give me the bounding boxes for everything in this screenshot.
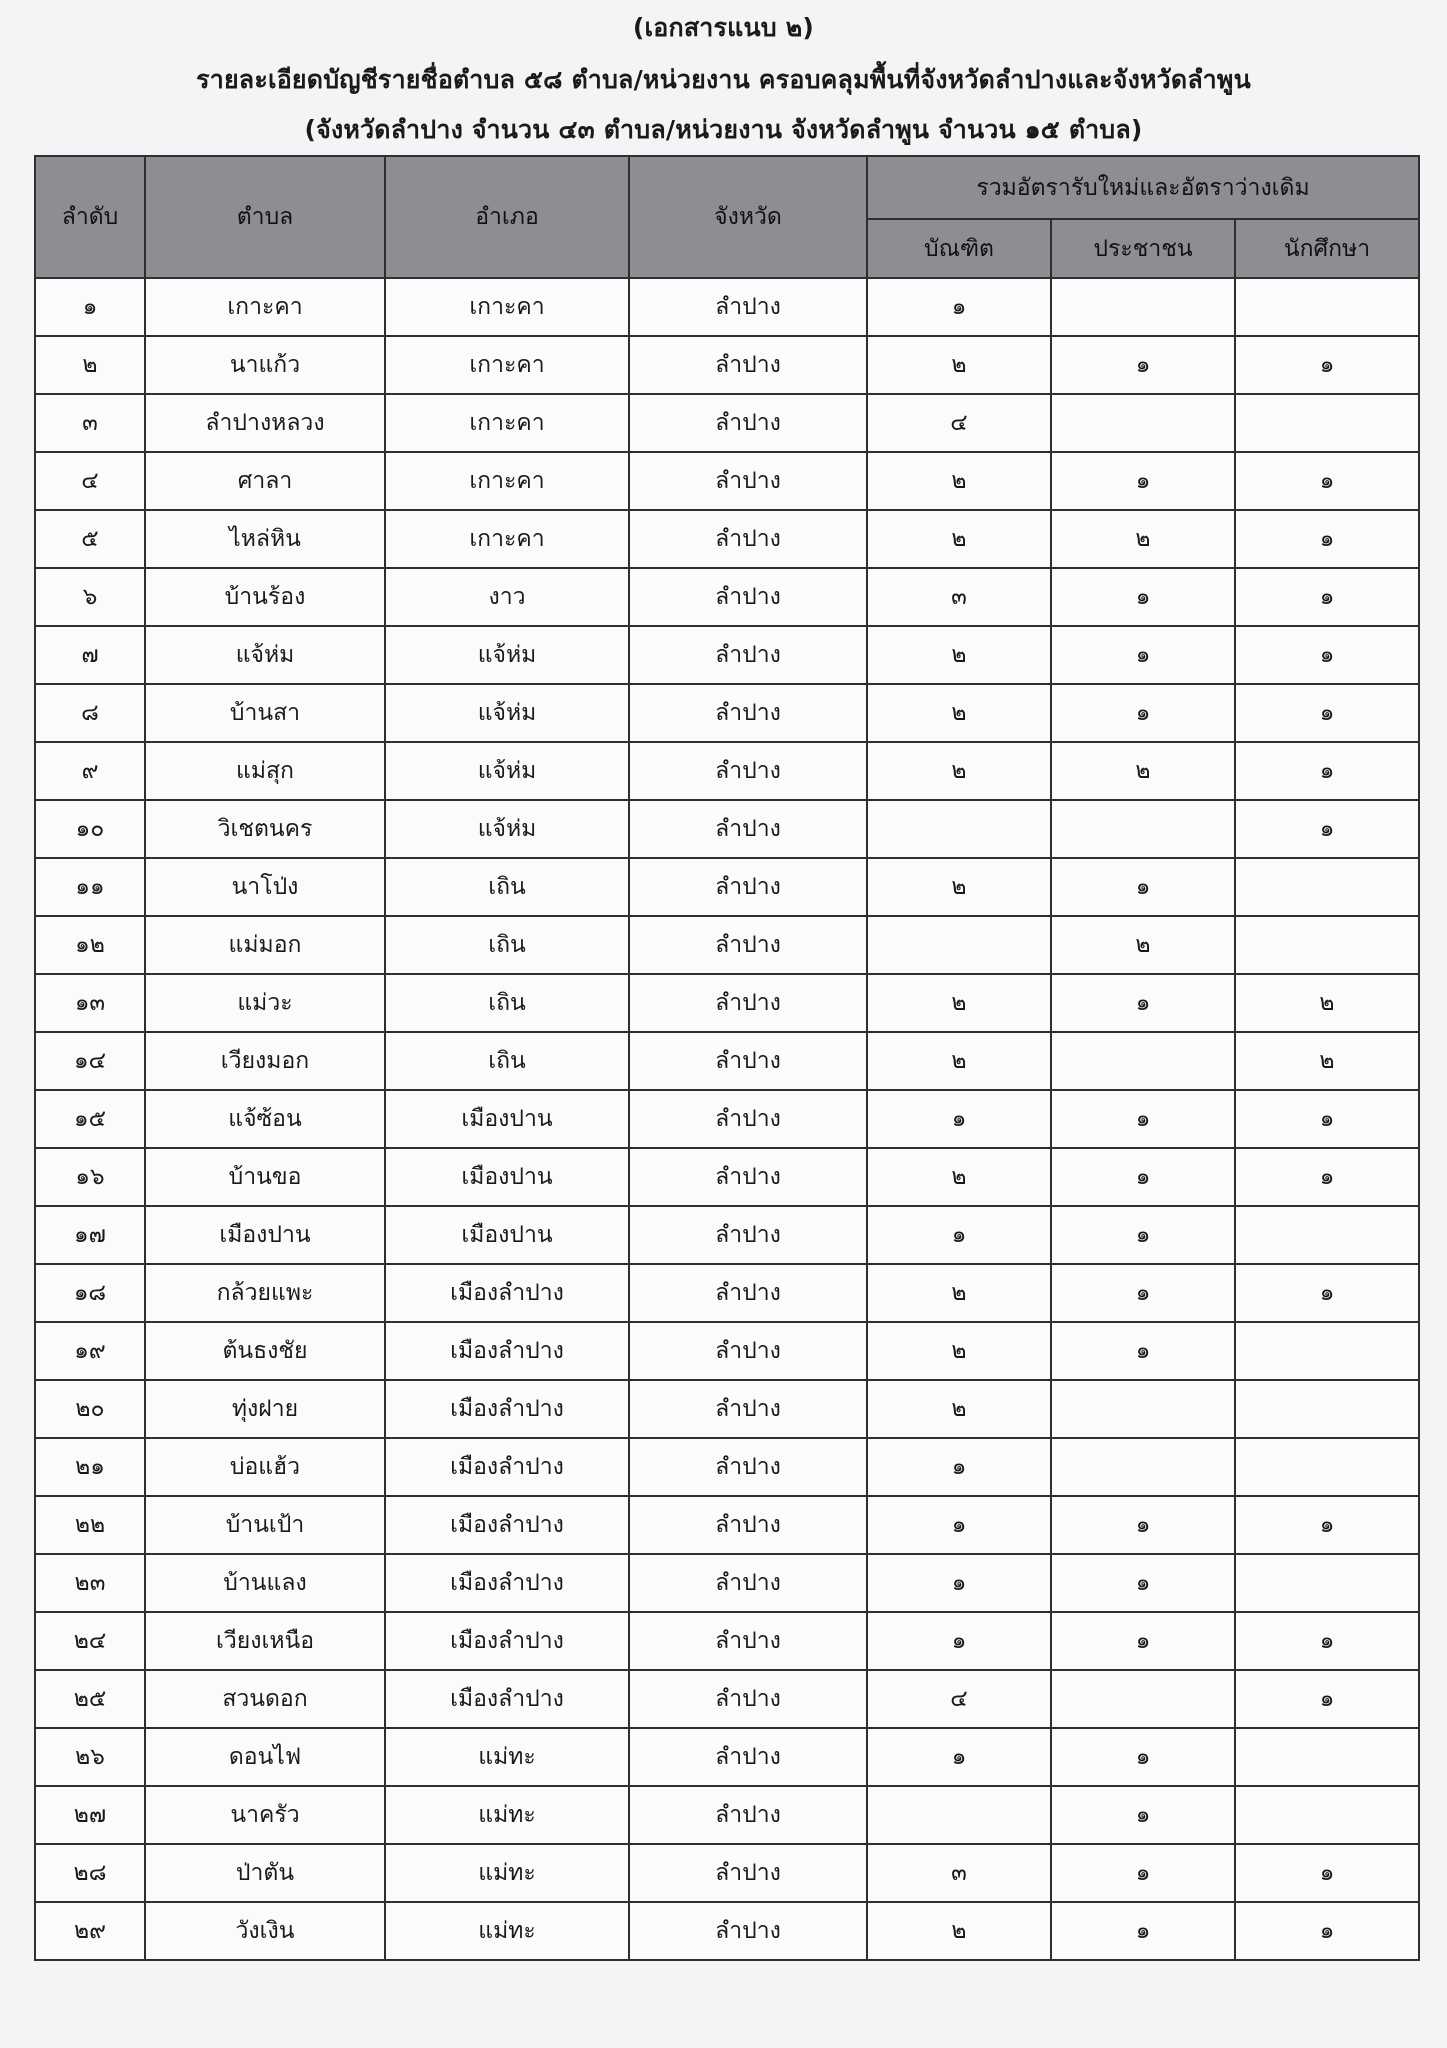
cell-subdistrict: เวียงมอก bbox=[145, 1032, 385, 1090]
cell-subdistrict: เมืองปาน bbox=[145, 1206, 385, 1264]
cell-student bbox=[1235, 1786, 1419, 1844]
cell-student bbox=[1235, 1206, 1419, 1264]
table-row bbox=[35, 278, 1419, 336]
cell-citizen bbox=[1051, 1438, 1235, 1496]
cell-citizen: ๑ bbox=[1051, 1264, 1235, 1322]
cell-graduate: ๑ bbox=[867, 1728, 1051, 1786]
cell-student: ๑ bbox=[1235, 568, 1419, 626]
cell-district: แม่ทะ bbox=[385, 1844, 629, 1902]
cell-order: ๑๓ bbox=[35, 974, 145, 1032]
cell-citizen bbox=[1051, 278, 1235, 336]
cell-district: แม่ทะ bbox=[385, 1902, 629, 1960]
table-row bbox=[35, 1902, 1419, 1960]
table-row bbox=[35, 1380, 1419, 1438]
cell-order: ๒๖ bbox=[35, 1728, 145, 1786]
cell-student: ๑ bbox=[1235, 1148, 1419, 1206]
cell-district: แม่ทะ bbox=[385, 1786, 629, 1844]
header-district: อำเภอ bbox=[385, 156, 629, 278]
cell-student bbox=[1235, 916, 1419, 974]
cell-student: ๑ bbox=[1235, 742, 1419, 800]
cell-district: เถิน bbox=[385, 974, 629, 1032]
cell-subdistrict: บ่อแฮ้ว bbox=[145, 1438, 385, 1496]
table-row bbox=[35, 1670, 1419, 1728]
cell-province: ลำปาง bbox=[629, 742, 867, 800]
table-row bbox=[35, 1322, 1419, 1380]
cell-province: ลำปาง bbox=[629, 1670, 867, 1728]
cell-province: ลำปาง bbox=[629, 1728, 867, 1786]
table-row bbox=[35, 1554, 1419, 1612]
cell-subdistrict: บ้านเป้า bbox=[145, 1496, 385, 1554]
header-subdistrict: ตำบล bbox=[145, 156, 385, 278]
cell-citizen: ๑ bbox=[1051, 1206, 1235, 1264]
cell-subdistrict: บ้านร้อง bbox=[145, 568, 385, 626]
cell-subdistrict: วังเงิน bbox=[145, 1902, 385, 1960]
cell-province: ลำปาง bbox=[629, 858, 867, 916]
cell-citizen bbox=[1051, 1032, 1235, 1090]
cell-graduate: ๓ bbox=[867, 568, 1051, 626]
cell-district: เมืองลำปาง bbox=[385, 1438, 629, 1496]
table-row bbox=[35, 1612, 1419, 1670]
cell-citizen: ๑ bbox=[1051, 1728, 1235, 1786]
cell-district: เถิน bbox=[385, 916, 629, 974]
cell-order: ๒ bbox=[35, 336, 145, 394]
cell-student bbox=[1235, 1380, 1419, 1438]
cell-graduate bbox=[867, 800, 1051, 858]
cell-district: เกาะคา bbox=[385, 452, 629, 510]
cell-order: ๒๘ bbox=[35, 1844, 145, 1902]
cell-subdistrict: ลำปางหลวง bbox=[145, 394, 385, 452]
table-row bbox=[35, 800, 1419, 858]
cell-order: ๑ bbox=[35, 278, 145, 336]
cell-graduate: ๒ bbox=[867, 336, 1051, 394]
cell-order: ๒๓ bbox=[35, 1554, 145, 1612]
cell-district: เมืองปาน bbox=[385, 1148, 629, 1206]
cell-citizen: ๑ bbox=[1051, 1148, 1235, 1206]
cell-graduate: ๑ bbox=[867, 1554, 1051, 1612]
table-row bbox=[35, 1438, 1419, 1496]
cell-graduate: ๑ bbox=[867, 1496, 1051, 1554]
cell-graduate bbox=[867, 1786, 1051, 1844]
cell-district: เกาะคา bbox=[385, 278, 629, 336]
cell-graduate: ๑ bbox=[867, 1438, 1051, 1496]
table-row bbox=[35, 394, 1419, 452]
cell-citizen bbox=[1051, 800, 1235, 858]
cell-graduate: ๒ bbox=[867, 684, 1051, 742]
cell-province: ลำปาง bbox=[629, 1844, 867, 1902]
cell-graduate: ๒ bbox=[867, 510, 1051, 568]
cell-order: ๑๙ bbox=[35, 1322, 145, 1380]
cell-district: เมืองลำปาง bbox=[385, 1670, 629, 1728]
cell-subdistrict: ดอนไฟ bbox=[145, 1728, 385, 1786]
table-row bbox=[35, 684, 1419, 742]
table-row bbox=[35, 452, 1419, 510]
cell-district: เมืองลำปาง bbox=[385, 1322, 629, 1380]
cell-student: ๑ bbox=[1235, 1612, 1419, 1670]
cell-province: ลำปาง bbox=[629, 336, 867, 394]
cell-student bbox=[1235, 1554, 1419, 1612]
cell-order: ๑๒ bbox=[35, 916, 145, 974]
cell-student: ๑ bbox=[1235, 800, 1419, 858]
cell-subdistrict: วิเชตนคร bbox=[145, 800, 385, 858]
cell-citizen: ๑ bbox=[1051, 568, 1235, 626]
table-body bbox=[35, 278, 1419, 1960]
cell-province: ลำปาง bbox=[629, 1612, 867, 1670]
cell-student: ๑ bbox=[1235, 1264, 1419, 1322]
cell-graduate: ๑ bbox=[867, 1206, 1051, 1264]
cell-student: ๑ bbox=[1235, 1902, 1419, 1960]
cell-graduate: ๒ bbox=[867, 858, 1051, 916]
cell-province: ลำปาง bbox=[629, 1438, 867, 1496]
cell-district: งาว bbox=[385, 568, 629, 626]
cell-district: เมืองลำปาง bbox=[385, 1380, 629, 1438]
cell-order: ๖ bbox=[35, 568, 145, 626]
cell-graduate: ๑ bbox=[867, 1612, 1051, 1670]
header-citizen: ประชาชน bbox=[1051, 219, 1235, 278]
cell-citizen: ๑ bbox=[1051, 1786, 1235, 1844]
cell-graduate: ๒ bbox=[867, 1322, 1051, 1380]
cell-district: แจ้ห่ม bbox=[385, 684, 629, 742]
header-order: ลำดับ bbox=[35, 156, 145, 278]
cell-province: ลำปาง bbox=[629, 916, 867, 974]
cell-citizen: ๑ bbox=[1051, 336, 1235, 394]
cell-graduate: ๑ bbox=[867, 278, 1051, 336]
cell-subdistrict: กล้วยแพะ bbox=[145, 1264, 385, 1322]
table-row bbox=[35, 974, 1419, 1032]
cell-citizen: ๑ bbox=[1051, 974, 1235, 1032]
cell-subdistrict: นาโป่ง bbox=[145, 858, 385, 916]
cell-citizen: ๑ bbox=[1051, 1322, 1235, 1380]
cell-graduate bbox=[867, 916, 1051, 974]
cell-student: ๒ bbox=[1235, 1032, 1419, 1090]
cell-student bbox=[1235, 1322, 1419, 1380]
cell-order: ๑๗ bbox=[35, 1206, 145, 1264]
cell-subdistrict: แม่วะ bbox=[145, 974, 385, 1032]
cell-district: เกาะคา bbox=[385, 394, 629, 452]
cell-graduate: ๒ bbox=[867, 974, 1051, 1032]
cell-citizen bbox=[1051, 1670, 1235, 1728]
cell-citizen: ๑ bbox=[1051, 1090, 1235, 1148]
table-row bbox=[35, 858, 1419, 916]
cell-province: ลำปาง bbox=[629, 394, 867, 452]
cell-order: ๑๕ bbox=[35, 1090, 145, 1148]
cell-student bbox=[1235, 1728, 1419, 1786]
cell-province: ลำปาง bbox=[629, 1554, 867, 1612]
cell-province: ลำปาง bbox=[629, 568, 867, 626]
header-province: จังหวัด bbox=[629, 156, 867, 278]
table-row bbox=[35, 916, 1419, 974]
cell-order: ๗ bbox=[35, 626, 145, 684]
cell-subdistrict: ทุ่งฝาย bbox=[145, 1380, 385, 1438]
cell-student: ๑ bbox=[1235, 1090, 1419, 1148]
cell-citizen: ๑ bbox=[1051, 1844, 1235, 1902]
cell-order: ๒๐ bbox=[35, 1380, 145, 1438]
cell-province: ลำปาง bbox=[629, 1090, 867, 1148]
cell-graduate: ๒ bbox=[867, 1902, 1051, 1960]
table-row bbox=[35, 336, 1419, 394]
table-row bbox=[35, 742, 1419, 800]
cell-citizen: ๑ bbox=[1051, 684, 1235, 742]
cell-subdistrict: บ้านขอ bbox=[145, 1148, 385, 1206]
cell-order: ๘ bbox=[35, 684, 145, 742]
cell-district: เกาะคา bbox=[385, 510, 629, 568]
cell-citizen: ๑ bbox=[1051, 452, 1235, 510]
cell-student: ๒ bbox=[1235, 974, 1419, 1032]
cell-province: ลำปาง bbox=[629, 1264, 867, 1322]
cell-province: ลำปาง bbox=[629, 1148, 867, 1206]
cell-graduate: ๒ bbox=[867, 742, 1051, 800]
table-row bbox=[35, 1032, 1419, 1090]
cell-district: แจ้ห่ม bbox=[385, 800, 629, 858]
cell-order: ๑๖ bbox=[35, 1148, 145, 1206]
cell-district: เมืองลำปาง bbox=[385, 1554, 629, 1612]
cell-province: ลำปาง bbox=[629, 1380, 867, 1438]
cell-order: ๒๕ bbox=[35, 1670, 145, 1728]
cell-district: เมืองลำปาง bbox=[385, 1264, 629, 1322]
document-subtitle: (จังหวัดลำปาง จำนวน ๔๓ ตำบล/หน่วยงาน จังหวัดลำพูน จำนวน ๑๕ ตำบล) bbox=[304, 115, 1143, 144]
annex-label: (เอกสารแนบ ๒) bbox=[632, 13, 815, 42]
cell-district: เมืองลำปาง bbox=[385, 1612, 629, 1670]
table-header bbox=[35, 156, 1419, 278]
cell-student bbox=[1235, 278, 1419, 336]
cell-graduate: ๔ bbox=[867, 1670, 1051, 1728]
cell-student: ๑ bbox=[1235, 1670, 1419, 1728]
table-row bbox=[35, 1090, 1419, 1148]
cell-subdistrict: บ้านแลง bbox=[145, 1554, 385, 1612]
cell-student: ๑ bbox=[1235, 336, 1419, 394]
table-row bbox=[35, 568, 1419, 626]
table-row bbox=[35, 626, 1419, 684]
cell-subdistrict: นาแก้ว bbox=[145, 336, 385, 394]
cell-district: แจ้ห่ม bbox=[385, 626, 629, 684]
cell-subdistrict: แม่สุก bbox=[145, 742, 385, 800]
cell-subdistrict: สวนดอก bbox=[145, 1670, 385, 1728]
cell-district: เกาะคา bbox=[385, 336, 629, 394]
cell-province: ลำปาง bbox=[629, 974, 867, 1032]
cell-citizen: ๑ bbox=[1051, 626, 1235, 684]
cell-order: ๒๔ bbox=[35, 1612, 145, 1670]
header-graduate: บัณฑิต bbox=[867, 219, 1051, 278]
header-student: นักศึกษา bbox=[1235, 219, 1419, 278]
cell-province: ลำปาง bbox=[629, 1032, 867, 1090]
cell-order: ๑๑ bbox=[35, 858, 145, 916]
cell-province: ลำปาง bbox=[629, 510, 867, 568]
table-row bbox=[35, 1148, 1419, 1206]
cell-subdistrict: ศาลา bbox=[145, 452, 385, 510]
cell-student: ๑ bbox=[1235, 1844, 1419, 1902]
header-total-group: รวมอัตรารับใหม่และอัตราว่างเดิม bbox=[867, 156, 1419, 219]
cell-order: ๓ bbox=[35, 394, 145, 452]
document-title: รายละเอียดบัญชีรายชื่อตำบล ๕๘ ตำบล/หน่วยงาน ครอบคลุมพื้นที่จังหวัดลำปางและจังหวัดลำพูน bbox=[196, 65, 1251, 94]
cell-citizen: ๒ bbox=[1051, 742, 1235, 800]
cell-student: ๑ bbox=[1235, 510, 1419, 568]
cell-graduate: ๔ bbox=[867, 394, 1051, 452]
cell-student: ๑ bbox=[1235, 684, 1419, 742]
cell-student: ๑ bbox=[1235, 1496, 1419, 1554]
cell-order: ๙ bbox=[35, 742, 145, 800]
cell-graduate: ๒ bbox=[867, 1380, 1051, 1438]
cell-graduate: ๒ bbox=[867, 1148, 1051, 1206]
table-row bbox=[35, 1786, 1419, 1844]
table-row bbox=[35, 1728, 1419, 1786]
cell-order: ๒๒ bbox=[35, 1496, 145, 1554]
cell-citizen: ๑ bbox=[1051, 1902, 1235, 1960]
cell-citizen: ๒ bbox=[1051, 916, 1235, 974]
cell-subdistrict: เวียงเหนือ bbox=[145, 1612, 385, 1670]
cell-graduate: ๒ bbox=[867, 452, 1051, 510]
cell-province: ลำปาง bbox=[629, 1322, 867, 1380]
cell-province: ลำปาง bbox=[629, 684, 867, 742]
cell-order: ๔ bbox=[35, 452, 145, 510]
cell-order: ๑๐ bbox=[35, 800, 145, 858]
cell-province: ลำปาง bbox=[629, 1496, 867, 1554]
cell-province: ลำปาง bbox=[629, 1902, 867, 1960]
cell-district: แม่ทะ bbox=[385, 1728, 629, 1786]
table-row bbox=[35, 1206, 1419, 1264]
cell-citizen: ๑ bbox=[1051, 1612, 1235, 1670]
cell-order: ๒๑ bbox=[35, 1438, 145, 1496]
cell-district: เมืองปาน bbox=[385, 1206, 629, 1264]
table-row bbox=[35, 1264, 1419, 1322]
cell-graduate: ๒ bbox=[867, 1032, 1051, 1090]
cell-order: ๑๔ bbox=[35, 1032, 145, 1090]
cell-subdistrict: เกาะคา bbox=[145, 278, 385, 336]
cell-student bbox=[1235, 1438, 1419, 1496]
cell-student bbox=[1235, 394, 1419, 452]
cell-subdistrict: นาครัว bbox=[145, 1786, 385, 1844]
cell-citizen: ๒ bbox=[1051, 510, 1235, 568]
cell-subdistrict: บ้านสา bbox=[145, 684, 385, 742]
cell-subdistrict: ป่าตัน bbox=[145, 1844, 385, 1902]
cell-subdistrict: แจ้ห่ม bbox=[145, 626, 385, 684]
cell-province: ลำปาง bbox=[629, 626, 867, 684]
cell-citizen bbox=[1051, 394, 1235, 452]
cell-province: ลำปาง bbox=[629, 1206, 867, 1264]
cell-citizen: ๑ bbox=[1051, 1496, 1235, 1554]
cell-province: ลำปาง bbox=[629, 452, 867, 510]
cell-citizen: ๑ bbox=[1051, 1554, 1235, 1612]
cell-student bbox=[1235, 858, 1419, 916]
cell-citizen: ๑ bbox=[1051, 858, 1235, 916]
table-row bbox=[35, 510, 1419, 568]
cell-subdistrict: แจ้ซ้อน bbox=[145, 1090, 385, 1148]
cell-graduate: ๓ bbox=[867, 1844, 1051, 1902]
cell-province: ลำปาง bbox=[629, 278, 867, 336]
cell-district: แจ้ห่ม bbox=[385, 742, 629, 800]
cell-order: ๒๙ bbox=[35, 1902, 145, 1960]
cell-district: เมืองปาน bbox=[385, 1090, 629, 1148]
cell-district: เมืองลำปาง bbox=[385, 1496, 629, 1554]
table-row bbox=[35, 1496, 1419, 1554]
cell-district: เถิน bbox=[385, 1032, 629, 1090]
cell-subdistrict: ไหล่หิน bbox=[145, 510, 385, 568]
subdistrict-table bbox=[34, 155, 1420, 1961]
cell-student: ๑ bbox=[1235, 452, 1419, 510]
cell-graduate: ๑ bbox=[867, 1090, 1051, 1148]
cell-order: ๒๗ bbox=[35, 1786, 145, 1844]
cell-province: ลำปาง bbox=[629, 800, 867, 858]
cell-order: ๑๘ bbox=[35, 1264, 145, 1322]
cell-student: ๑ bbox=[1235, 626, 1419, 684]
cell-citizen bbox=[1051, 1380, 1235, 1438]
cell-graduate: ๒ bbox=[867, 626, 1051, 684]
cell-graduate: ๒ bbox=[867, 1264, 1051, 1322]
table-row bbox=[35, 1844, 1419, 1902]
cell-subdistrict: แม่มอก bbox=[145, 916, 385, 974]
cell-subdistrict: ต้นธงชัย bbox=[145, 1322, 385, 1380]
cell-district: เถิน bbox=[385, 858, 629, 916]
cell-province: ลำปาง bbox=[629, 1786, 867, 1844]
cell-order: ๕ bbox=[35, 510, 145, 568]
